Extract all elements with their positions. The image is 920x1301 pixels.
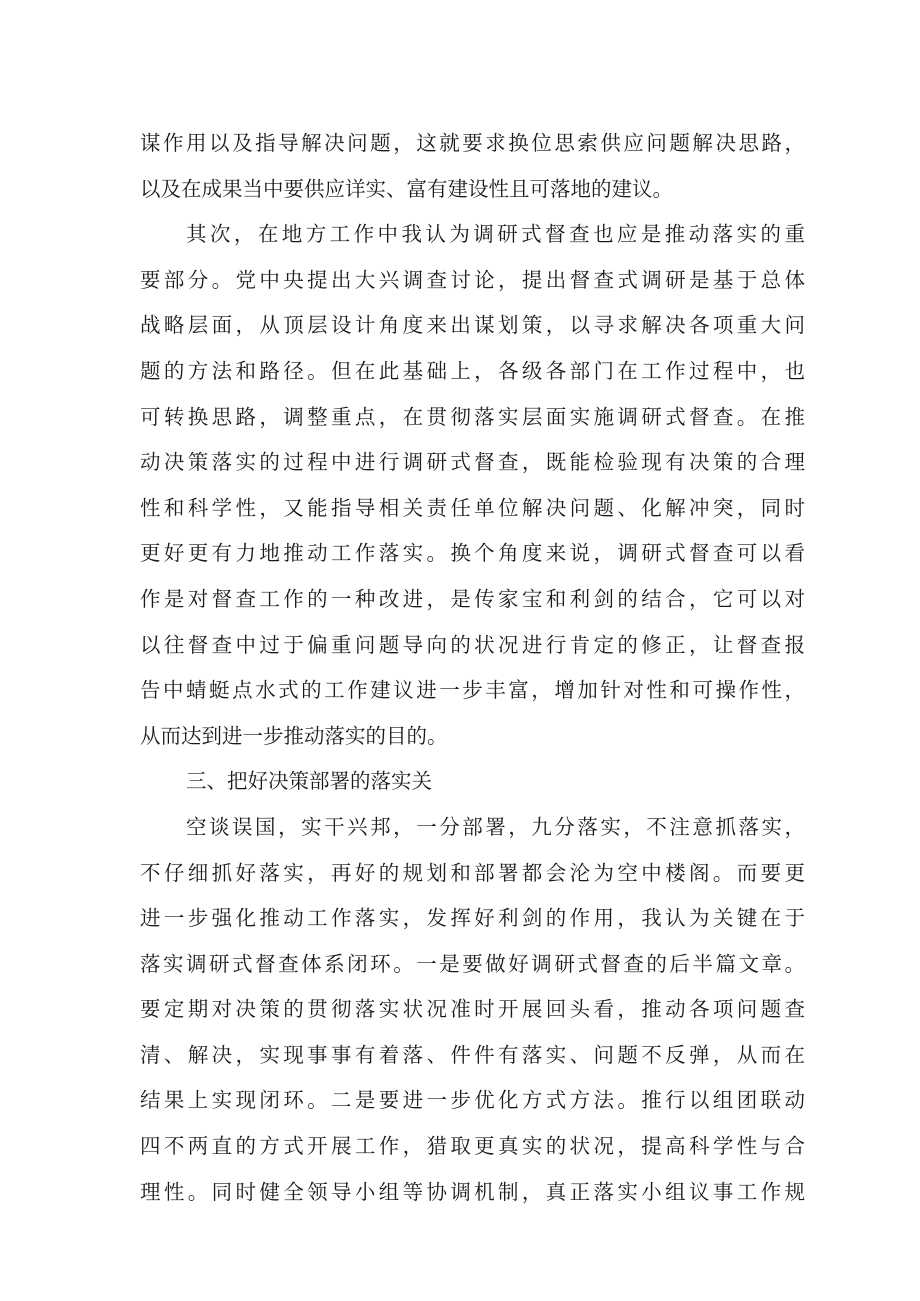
section-heading: 三、把好决策部署的落实关 xyxy=(186,769,432,794)
text-line: 告中蜻蜓点水式的工作建议进一步丰富，增加针对性和可操作性， xyxy=(140,678,805,703)
text-line: 作是对督查工作的一种改进，是传家宝和利剑的结合，它可以对 xyxy=(140,586,805,611)
text-line: 不仔细抓好落实，再好的规划和部署都会沦为空中楼阁。而要更 xyxy=(140,860,805,885)
text-line: 以及在成果当中要供应详实、富有建设性且可落地的建议。 xyxy=(140,176,673,201)
text-line: 结果上实现闭环。二是要进一步优化方式方法。推行以组团联动 xyxy=(140,1088,805,1113)
text-line: 更好更有力地推动工作落实。换个角度来说，调研式督查可以看 xyxy=(140,541,805,566)
text-line: 其次，在地方工作中我认为调研式督查也应是推动落实的重 xyxy=(186,222,805,247)
text-line: 要部分。党中央提出大兴调查讨论，提出督查式调研是基于总体 xyxy=(140,267,805,292)
text-line: 谋作用以及指导解决问题，这就要求换位思索供应问题解决思路， xyxy=(140,131,805,155)
text-line: 以往督查中过于偏重问题导向的状况进行肯定的修正，让督查报 xyxy=(140,632,805,657)
text-line: 落实调研式督查体系闭环。一是要做好调研式督查的后半篇文章。 xyxy=(140,951,805,976)
text-line: 题的方法和路径。但在此基础上，各级各部门在工作过程中，也 xyxy=(140,358,805,383)
text-line: 可转换思路，调整重点，在贯彻落实层面实施调研式督查。在推 xyxy=(140,404,805,429)
text-line: 空谈误国，实干兴邦，一分部署，九分落实，不注意抓落实， xyxy=(186,814,805,839)
text-line: 战略层面，从顶层设计角度来出谋划策，以寻求解决各项重大问 xyxy=(140,313,805,338)
text-line: 动决策落实的过程中进行调研式督查，既能检验现有决策的合理 xyxy=(140,450,805,475)
text-line: 清、解决，实现事事有着落、件件有落实、问题不反弹，从而在 xyxy=(140,1042,805,1067)
document-body xyxy=(140,121,805,1215)
text-line: 从而达到进一步推动落实的目的。 xyxy=(140,723,448,748)
text-line: 理性。同时健全领导小组等协调机制，真正落实小组议事工作规 xyxy=(140,1179,805,1204)
text-line: 进一步强化推动工作落实，发挥好利剑的作用，我认为关键在于 xyxy=(140,906,805,931)
text-line: 要定期对决策的贯彻落实状况准时开展回头看，推动各项问题查 xyxy=(140,997,805,1022)
text-line: 性和科学性，又能指导相关责任单位解决问题、化解冲突，同时 xyxy=(140,495,805,520)
text-line: 四不两直的方式开展工作，猎取更真实的状况，提高科学性与合 xyxy=(140,1134,805,1159)
